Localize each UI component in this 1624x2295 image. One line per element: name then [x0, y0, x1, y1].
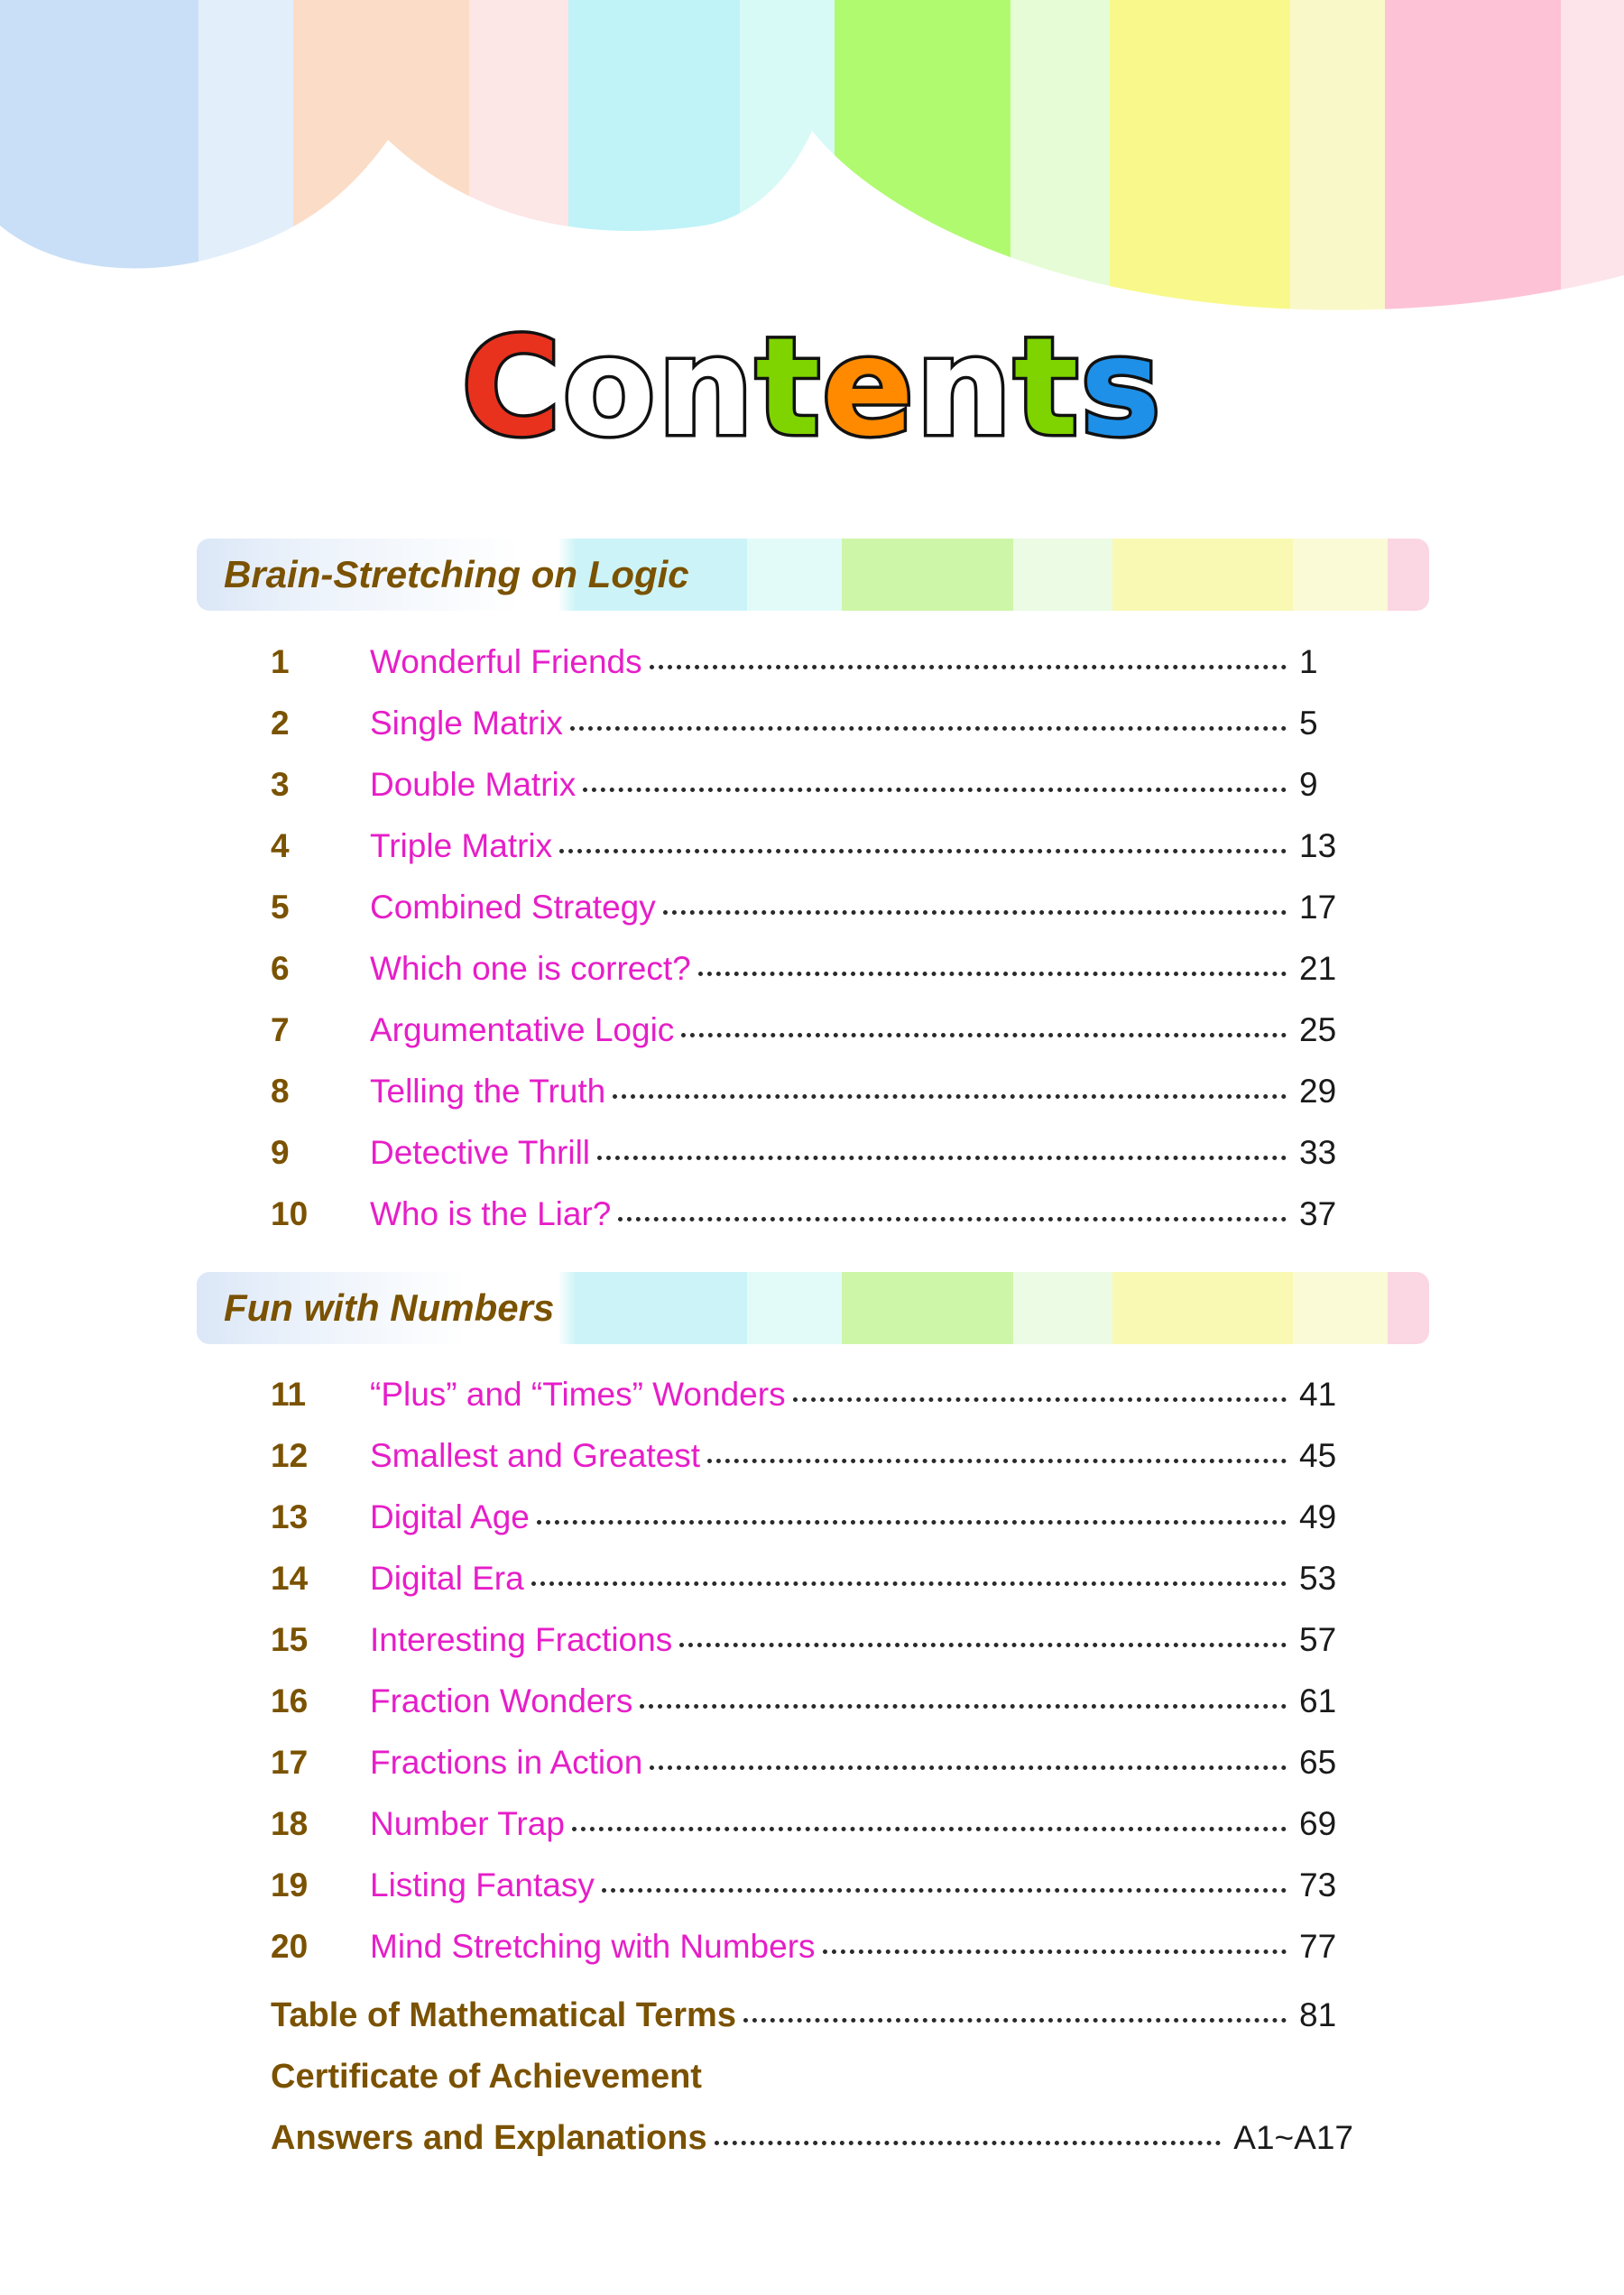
- page-number: 9: [1299, 766, 1318, 803]
- toc-entry[interactable]: [0, 1916, 1624, 1977]
- dot-leader: [618, 1217, 1287, 1221]
- chapter-title[interactable]: Smallest and Greatest: [370, 1437, 701, 1474]
- chapter-number: 16: [271, 1682, 309, 1719]
- chapter-title[interactable]: Telling the Truth: [370, 1073, 606, 1110]
- chapter-number: 10: [271, 1195, 309, 1232]
- chapter-number: 18: [271, 1805, 309, 1842]
- toc-entry[interactable]: [0, 1487, 1624, 1548]
- toc-entry[interactable]: [0, 1000, 1624, 1061]
- chapter-title[interactable]: Digital Era: [370, 1560, 524, 1597]
- page-number: 53: [1299, 1560, 1337, 1597]
- entry-title[interactable]: Table of Mathematical Terms: [271, 1995, 736, 2034]
- chapter-number: 6: [271, 950, 290, 987]
- page-number: 33: [1299, 1134, 1337, 1171]
- dot-leader: [663, 910, 1287, 915]
- dot-leader: [743, 2018, 1287, 2023]
- chapter-number: 4: [271, 827, 290, 864]
- dot-leader: [698, 972, 1287, 976]
- toc-entry[interactable]: [0, 1184, 1624, 1245]
- chapter-number: 14: [271, 1560, 309, 1597]
- dot-leader: [597, 1156, 1287, 1160]
- chapter-number: 19: [271, 1866, 309, 1903]
- toc-entry[interactable]: [0, 1609, 1624, 1671]
- dot-leader: [715, 2141, 1222, 2145]
- chapter-title[interactable]: Digital Age: [370, 1498, 530, 1535]
- toc-entry[interactable]: [0, 693, 1624, 754]
- title-letter: s: [1080, 309, 1163, 466]
- toc-entry[interactable]: [0, 1122, 1624, 1184]
- back-matter-list: [0, 1985, 1624, 2169]
- toc-entry[interactable]: [0, 1732, 1624, 1793]
- page-number: 77: [1299, 1928, 1337, 1965]
- title-letter: t: [1013, 309, 1081, 466]
- toc-entry[interactable]: [0, 1793, 1624, 1855]
- chapter-number: 11: [271, 1376, 307, 1413]
- page-number: 17: [1299, 889, 1337, 926]
- chapter-number: 3: [271, 766, 290, 803]
- chapter-title[interactable]: Wonderful Friends: [370, 643, 642, 680]
- dot-leader: [793, 1397, 1287, 1402]
- toc-entry[interactable]: [0, 1671, 1624, 1732]
- dot-leader: [572, 1827, 1287, 1831]
- chapter-number: 5: [271, 889, 290, 926]
- section-title: Brain-Stretching on Logic: [224, 553, 689, 595]
- chapter-title[interactable]: Number Trap: [370, 1805, 565, 1842]
- page-number: 29: [1299, 1073, 1337, 1110]
- dot-leader: [707, 1459, 1287, 1463]
- chapter-title[interactable]: Mind Stretching with Numbers: [370, 1928, 816, 1965]
- page-title: [0, 311, 1624, 465]
- toc-entry[interactable]: [0, 1425, 1624, 1487]
- toc-entry[interactable]: [0, 1548, 1624, 1609]
- chapter-number: 20: [271, 1928, 309, 1965]
- title-letter: C: [461, 309, 563, 466]
- title-letter: n: [915, 309, 1014, 466]
- toc-entry-answers[interactable]: [0, 2107, 1624, 2169]
- chapter-title[interactable]: Fractions in Action: [370, 1744, 643, 1781]
- chapter-title[interactable]: Combined Strategy: [370, 889, 656, 926]
- chapter-title[interactable]: Fraction Wonders: [370, 1682, 633, 1719]
- page-number: 45: [1299, 1437, 1337, 1474]
- toc-entry[interactable]: [0, 1061, 1624, 1122]
- page-number: A1~A17: [1233, 2119, 1353, 2156]
- page-number: 5: [1299, 705, 1318, 742]
- chapter-number: 8: [271, 1073, 290, 1110]
- chapter-title[interactable]: “Plus” and “Times” Wonders: [370, 1376, 786, 1413]
- page-number: 21: [1299, 950, 1337, 987]
- chapter-number: 9: [271, 1134, 290, 1171]
- page-number: 81: [1299, 1996, 1337, 2033]
- dot-leader: [650, 1765, 1287, 1770]
- chapter-number: 13: [271, 1498, 309, 1535]
- chapter-number: 2: [271, 705, 290, 742]
- dot-leader: [531, 1581, 1287, 1586]
- toc-entry-certificate[interactable]: [0, 2046, 1624, 2107]
- section-title: Fun with Numbers: [224, 1286, 555, 1329]
- title-letter: n: [657, 309, 756, 466]
- toc-list-logic: [0, 631, 1624, 1245]
- chapter-number: 15: [271, 1621, 309, 1658]
- page-number: 41: [1299, 1376, 1337, 1413]
- dot-leader: [537, 1520, 1287, 1525]
- title-letter: o: [562, 309, 658, 466]
- chapter-title[interactable]: Interesting Fractions: [370, 1621, 673, 1658]
- chapter-number: 7: [271, 1011, 290, 1048]
- section-header-logic: [197, 539, 1429, 611]
- rainbow-header-banner: [0, 0, 1624, 343]
- page-number: 69: [1299, 1805, 1337, 1842]
- toc-entry[interactable]: [0, 1855, 1624, 1916]
- dot-leader: [650, 665, 1287, 669]
- chapter-title[interactable]: Triple Matrix: [370, 827, 553, 864]
- page-number: 49: [1299, 1498, 1337, 1535]
- page-number: 37: [1299, 1195, 1337, 1232]
- chapter-title[interactable]: Double Matrix: [370, 766, 577, 803]
- title-letter: t: [755, 309, 823, 466]
- title-letter: e: [822, 309, 916, 466]
- chapter-title[interactable]: Which one is correct?: [370, 950, 691, 987]
- page-number: 65: [1299, 1744, 1337, 1781]
- page-number: 73: [1299, 1866, 1337, 1903]
- dot-leader: [583, 788, 1287, 792]
- chapter-title[interactable]: Detective Thrill: [370, 1134, 591, 1171]
- toc-entry[interactable]: [0, 816, 1624, 877]
- dot-leader: [679, 1643, 1287, 1647]
- page-number: 25: [1299, 1011, 1337, 1048]
- page-number: 61: [1299, 1682, 1337, 1719]
- chapter-title[interactable]: Argumentative Logic: [370, 1011, 675, 1048]
- dot-leader: [570, 726, 1287, 731]
- toc-entry[interactable]: [0, 754, 1624, 816]
- chapter-title[interactable]: Listing Fantasy: [370, 1866, 595, 1903]
- dot-leader: [602, 1888, 1287, 1893]
- page-number: 13: [1299, 827, 1337, 864]
- toc-entry[interactable]: [0, 938, 1624, 1000]
- chapter-title[interactable]: Single Matrix: [370, 705, 563, 742]
- dot-leader: [640, 1704, 1287, 1709]
- dot-leader: [681, 1033, 1287, 1037]
- entry-title[interactable]: Answers and Explanations: [271, 2118, 707, 2157]
- chapter-title[interactable]: Who is the Liar?: [370, 1195, 612, 1232]
- page-number: 57: [1299, 1621, 1337, 1658]
- toc-entry[interactable]: [0, 877, 1624, 938]
- toc-entry[interactable]: [0, 1364, 1624, 1425]
- section-header-numbers: [197, 1272, 1429, 1344]
- toc-entry[interactable]: [0, 631, 1624, 693]
- page-number: 1: [1299, 643, 1318, 680]
- toc-entry-terms[interactable]: [0, 1985, 1624, 2046]
- toc-list-numbers: [0, 1364, 1624, 1977]
- entry-title[interactable]: Certificate of Achievement: [271, 2057, 702, 2096]
- dot-leader: [823, 1949, 1287, 1954]
- dot-leader: [559, 849, 1287, 853]
- chapter-number: 17: [271, 1744, 309, 1781]
- dot-leader: [613, 1094, 1287, 1099]
- chapter-number: 1: [271, 643, 290, 680]
- chapter-number: 12: [271, 1437, 309, 1474]
